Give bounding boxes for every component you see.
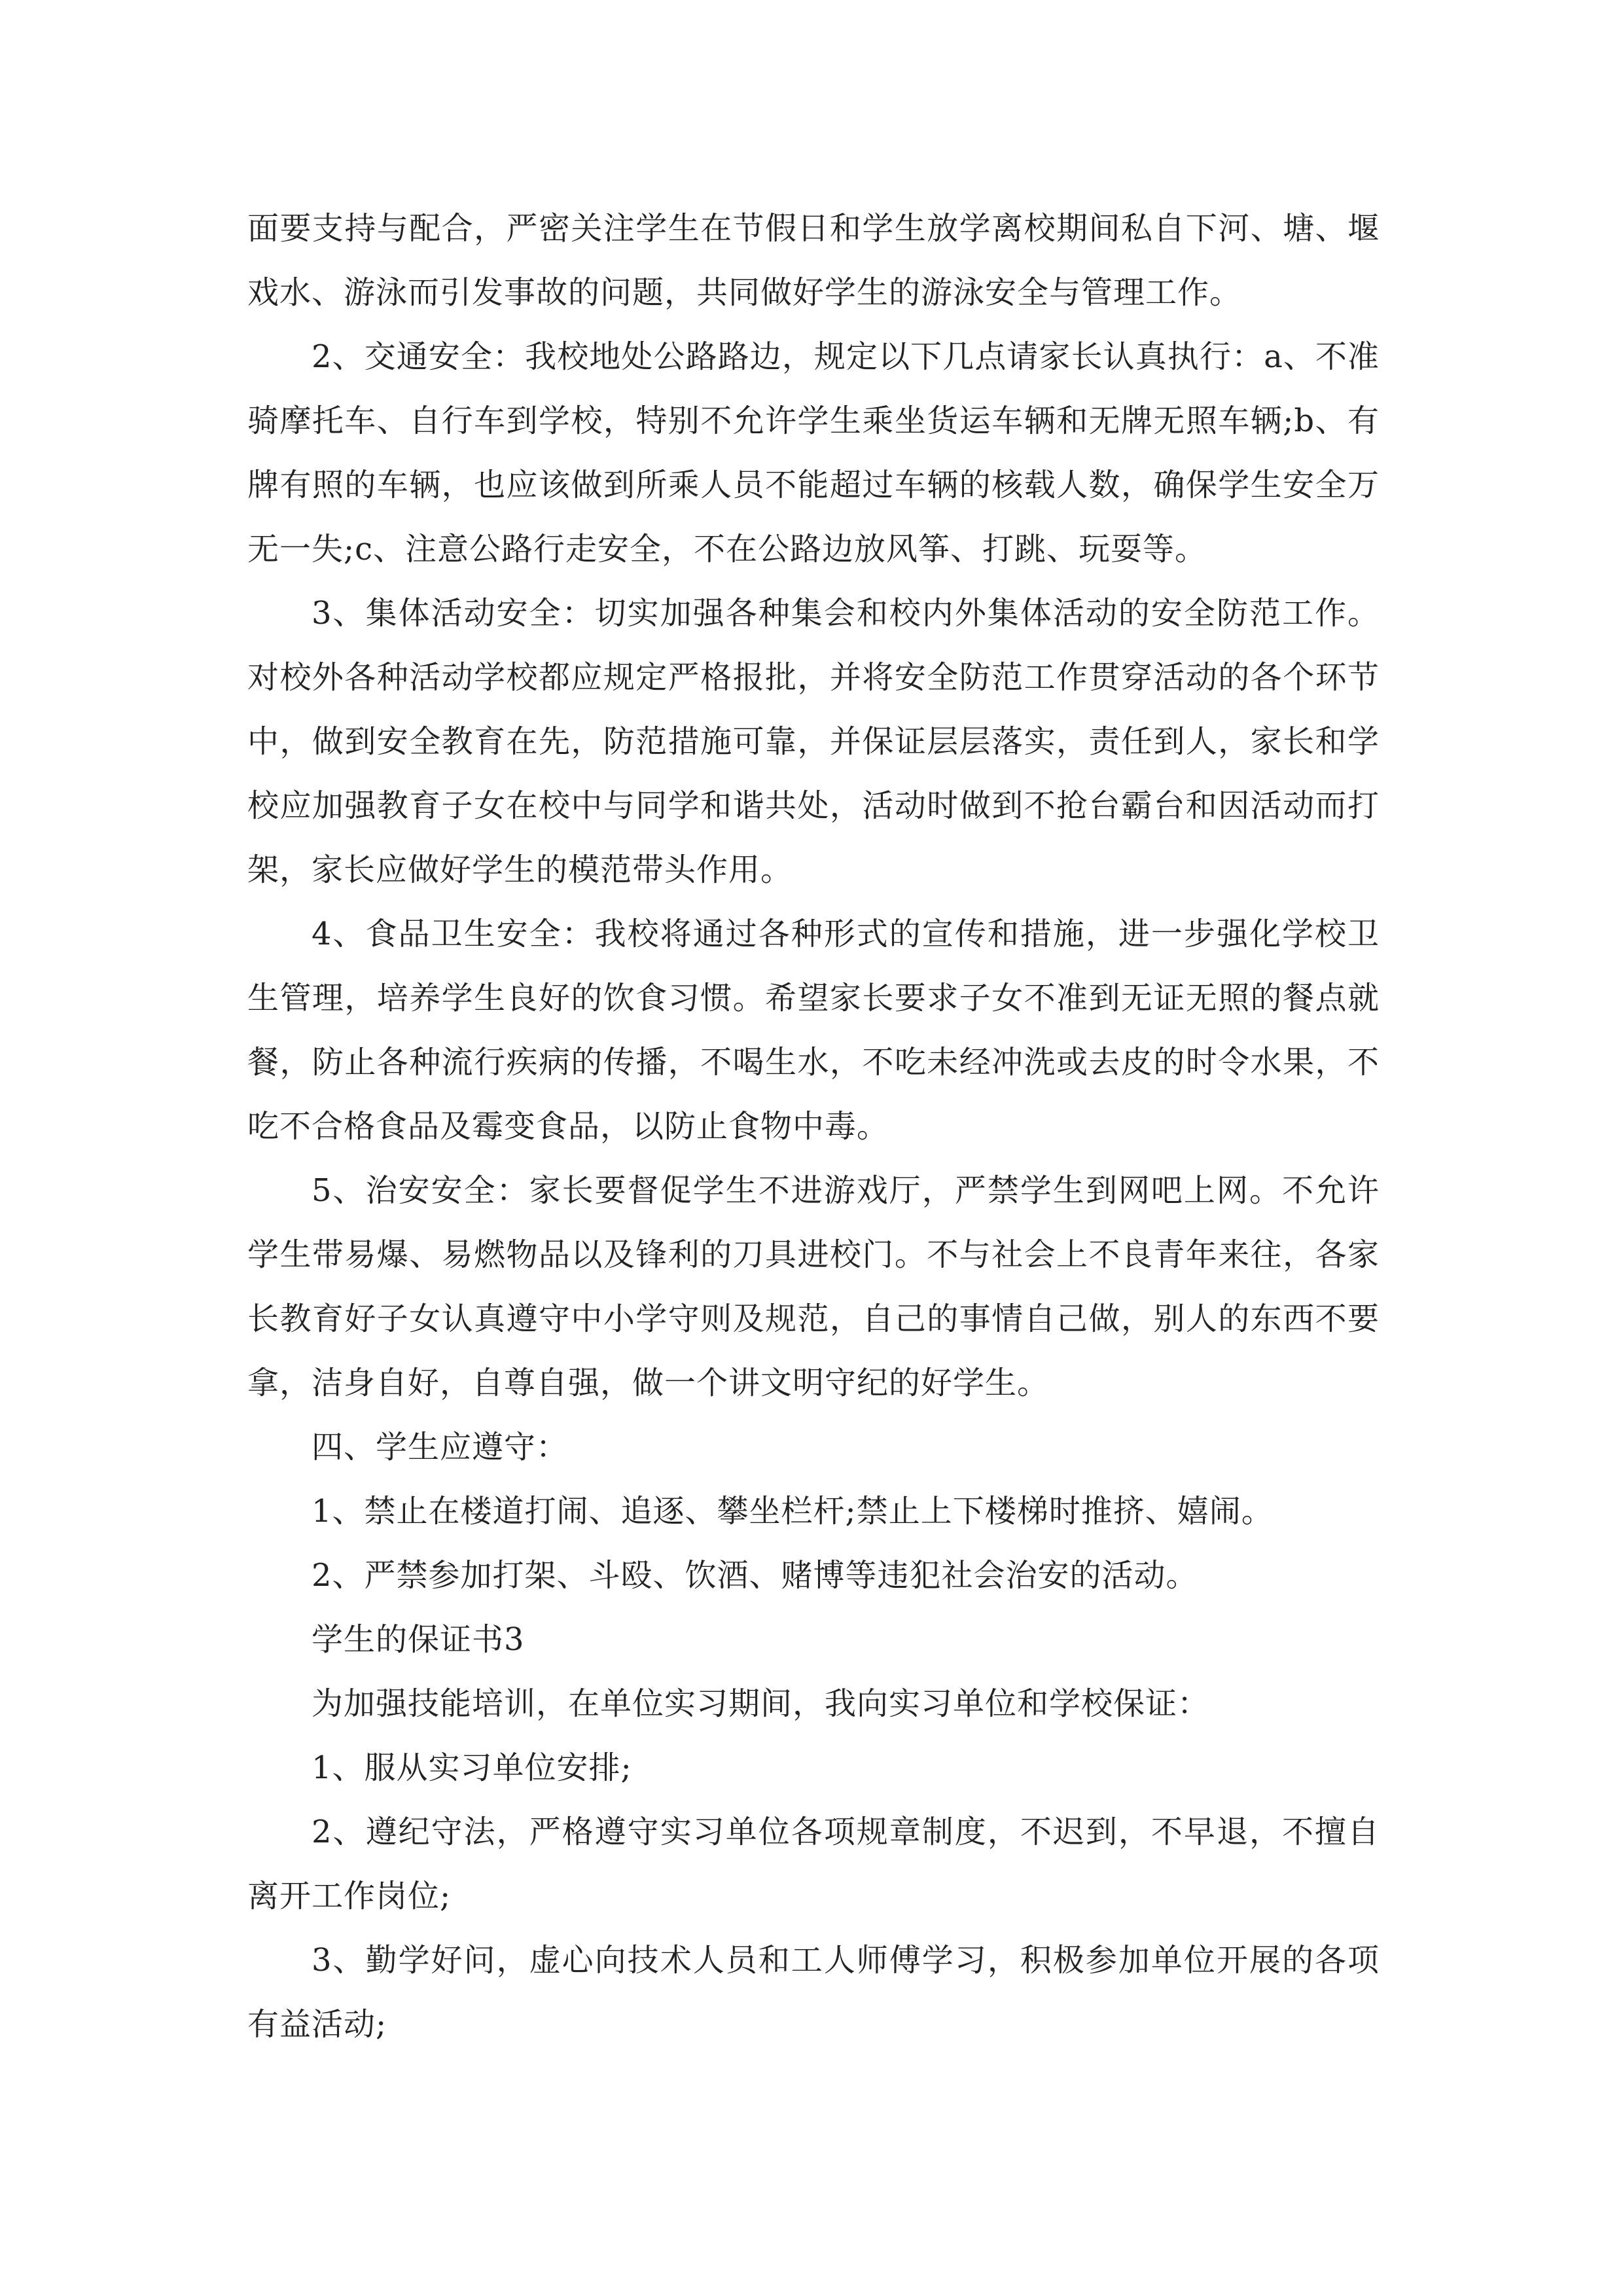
paragraph-rule-1: 1、禁止在楼道打闹、追逐、攀坐栏杆;禁止上下楼梯时推挤、嬉闹。 [312,1493,1274,1530]
paragraph-food-hygiene-safety: 4、食品卫生安全：我校将通过各种形式的宣传和措施，进一步强化学校卫生管理，培养学生良好的饮食习惯。希望家长要求子女不准到无证无照的餐点就餐，防止各种流行疾病的传播，不喝生水，不吃未经冲洗或去皮的时令水果，不吃不合格食品及霉变食品，以防止食物中毒。 [247,916,1380,1145]
paragraph-rule-2: 2、严禁参加打架、斗殴、饮酒、赌博等违犯社会治安的活动。 [312,1557,1198,1594]
paragraph-group-activity-safety: 3、集体活动安全：切实加强各种集会和校内外集体活动的安全防范工作。对校外各种活动学校都应规定严格报批，并将安全防范工作贯穿活动的各个环节中，做到安全教育在先，防范措施可靠，并保证层层落实，责任到人，家长和学校应加强教育子女在校中与同学和谐共处，活动时做到不抢台霸台和因活动而打架，家长应做好学生的模范带头作用。 [247,595,1380,888]
section-heading-student-rules: 四、学生应遵守： [312,1429,569,1465]
paragraph-traffic-safety: 2、交通安全：我校地处公路路边，规定以下几点请家长认真执行：a、不准骑摩托车、自行车到学校，特别不允许学生乘坐货运车辆和无牌无照车辆;b、有牌有照的车辆，也应该做到所乘人员不能超过车辆的核载人数，确保学生安全万无一失;c、注意公路行走安全，不在公路边放风筝、打跳、玩耍等。 [247,338,1380,567]
paragraph-guarantee-item-3: 3、勤学好问，虚心向技术人员和工人师傅学习，积极参加单位开展的各项有益活动; [247,1942,1380,2043]
paragraph-guarantee-item-1: 1、服从实习单位安排; [312,1749,632,1786]
paragraph-guarantee-item-2: 2、遵纪守法，严格遵守实习单位各项规章制度，不迟到，不早退，不擅自离开工作岗位; [247,1814,1380,1914]
paragraph-swimming-safety-continued: 面要支持与配合，严密关注学生在节假日和学生放学离校期间私自下河、塘、堰戏水、游泳而引发事故的问题，共同做好学生的游泳安全与管理工作。 [247,210,1380,311]
paragraph-guarantee-intro: 为加强技能培训，在单位实习期间，我向实习单位和学校保证： [312,1685,1210,1722]
paragraph-public-security-safety: 5、治安安全：家长要督促学生不进游戏厅，严禁学生到网吧上网。不允许学生带易爆、易燃物品以及锋利的刀具进校门。不与社会上不良青年来往，各家长教育好子女认真遵守中小学守则及规范，自己的事情自己做，别人的东西不要拿，洁身自好，自尊自强，做一个讲文明守纪的好学生。 [247,1172,1380,1401]
section-title-guarantee-3: 学生的保证书3 [312,1621,525,1658]
document-body [247,196,1380,2056]
